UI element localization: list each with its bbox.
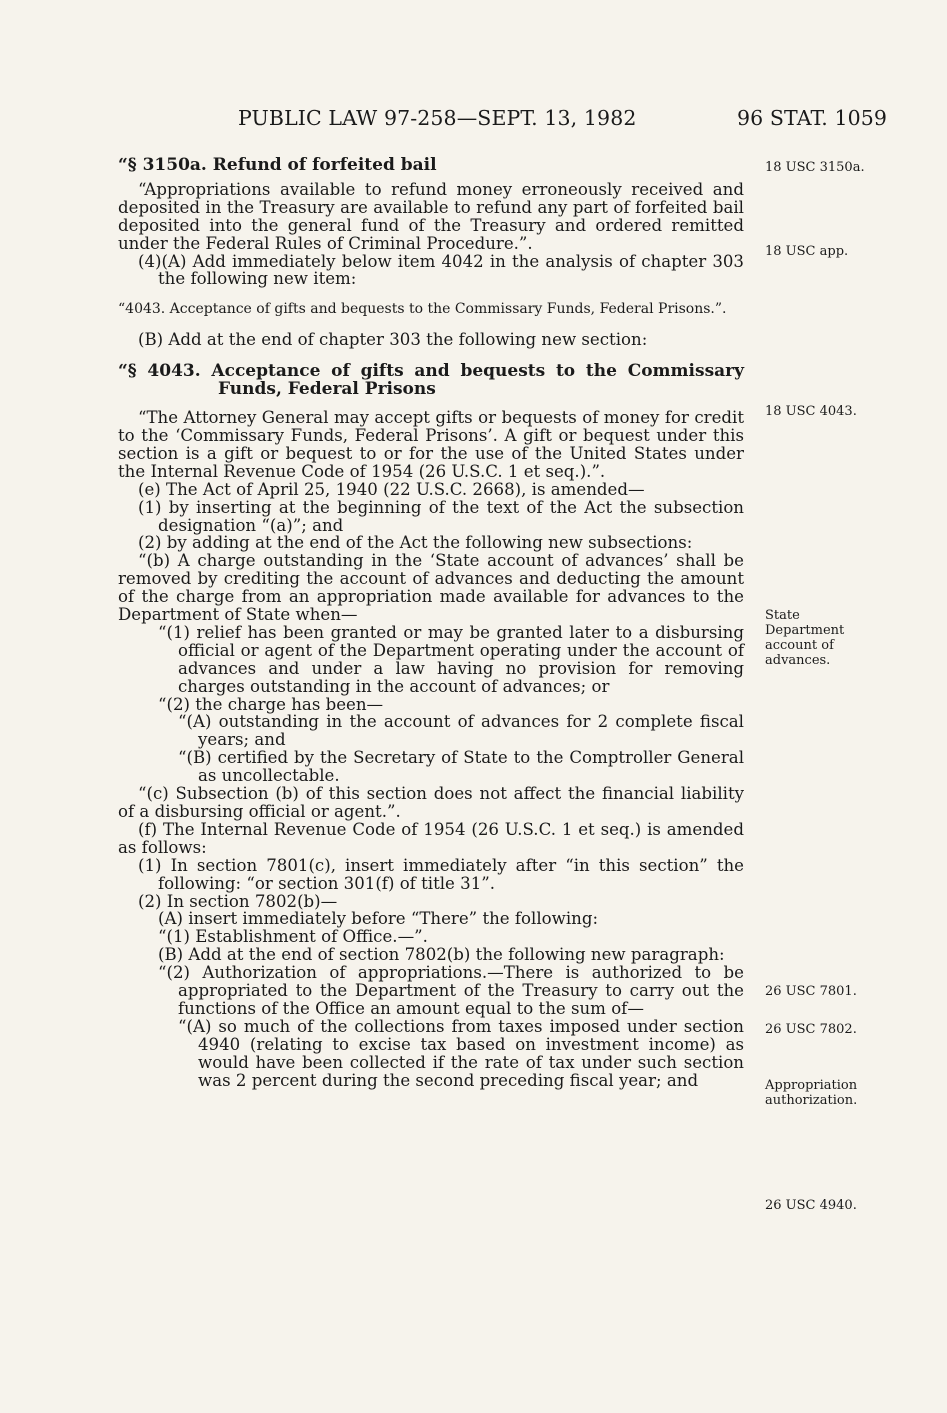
margin-note-18-usc-app: 18 USC app. <box>765 244 849 259</box>
subsection-f-2: (2) In section 7802(b)— <box>138 891 338 911</box>
margin-note-appropriation-authorization: Appropriation authorization. <box>765 1078 858 1108</box>
margin-note-26-usc-7801: 26 USC 7801. <box>765 984 857 999</box>
subsection-f: (f) The Internal Revenue Code of 1954 (26 U.S.C. 1 et seq.) is amended as follows: <box>118 819 744 857</box>
subsection-e-1: (1) by inserting at the beginning of the text of the Act the subsection designation “(a)”; and <box>138 497 744 535</box>
subsection-f-2-b: (B) Add at the end of section 7802(b) the following new paragraph: <box>158 945 725 965</box>
body-text <box>118 157 744 1090</box>
margin-note-18-usc-4043: 18 USC 4043. <box>765 404 857 419</box>
section-heading-3150a: “§ 3150a. Refund of forfeited bail <box>118 155 437 175</box>
section-heading-4043: “§ 4043. Acceptance of gifts and bequests to the Commissary Funds, Federal Prisons <box>118 361 744 400</box>
margin-note-26-usc-7802: 26 USC 7802. <box>765 1022 857 1037</box>
running-header-law: PUBLIC LAW 97-258—SEPT. 13, 1982 <box>238 106 637 130</box>
running-header-stat-page: 96 STAT. 1059 <box>737 106 888 130</box>
new-subsection-b-2-b: “(B) certified by the Secretary of State to the Comptroller General as uncollectable. <box>178 748 744 786</box>
new-subsection-b-1: “(1) relief has been granted or may be granted later to a disbursing official or agent of the Department operating under the account of advances and under a law having no provision for removing charges outstanding in the account of advances; or <box>158 622 744 696</box>
new-subsection-b-2-a: “(A) outstanding in the account of advances for 2 complete fiscal years; and <box>178 712 744 750</box>
analysis-item-4043: “4043. Acceptance of gifts and bequests to the Commissary Funds, Federal Prisons.”. <box>118 301 727 318</box>
subsection-f-1: (1) In section 7801(c), insert immediately after “in this section” the following: “or section 301(f) of title 31”. <box>138 855 744 893</box>
section-text-4043: “The Attorney General may accept gifts or bequests of money for credit to the ‘Commissary Funds, Federal Prisons’. A gift or bequest under this section is a gift or bequest to or for the use of the United States under the Internal Revenue Code of 1954 (26 U.S.C. 1 et seq.).”. <box>118 408 744 481</box>
subsection-f-2-b-2: “(2) Authorization of appropriations.—There is authorized to be appropriated to the Department of the Treasury to carry out the functions of the Office an amount equal to the sum of— <box>158 963 744 1018</box>
new-subsection-b: “(b) A charge outstanding in the ‘State account of advances’ shall be removed by crediting the account of advances and deducting the amount of the charge from an appropriation made available for advances to the Department of State when— <box>118 551 744 625</box>
margin-note-state-department: State Department account of advances. <box>765 608 845 668</box>
margin-note-26-usc-4940: 26 USC 4940. <box>765 1198 857 1213</box>
subsection-f-2-a: (A) insert immediately before “There” the following: <box>158 909 599 929</box>
subsection-f-2-a-1: “(1) Establishment of Office.—”. <box>158 927 428 947</box>
paragraph-b: (B) Add at the end of chapter 303 the following new section: <box>138 330 648 350</box>
paragraph-4a: (4)(A) Add immediately below item 4042 in the analysis of chapter 303 the following new item: <box>138 251 744 289</box>
subsection-e: (e) The Act of April 25, 1940 (22 U.S.C. 2668), is amended— <box>138 479 645 499</box>
new-subsection-c: “(c) Subsection (b) of this section does not affect the financial liability of a disbursing official or agent.”. <box>118 784 744 821</box>
new-subsection-b-2: “(2) the charge has been— <box>158 694 384 714</box>
subsection-f-2-b-2-a: “(A) so much of the collections from taxes imposed under section 4940 (relating to excise tax based on investment income) as would have been collected if the rate of tax under such section was 2 percent during the second preceding fiscal year; and <box>178 1016 744 1090</box>
subsection-e-2: (2) by adding at the end of the Act the following new subsections: <box>138 533 693 553</box>
margin-note-18-usc-3150a: 18 USC 3150a. <box>765 160 865 175</box>
section-text-3150a: “Appropriations available to refund money erroneously received and deposited in the Treasury are available to refund any part of forfeited bail deposited into the general fund of the Treasury and ordered remitted under the Federal Rules of Criminal Procedure.”. <box>118 179 744 253</box>
